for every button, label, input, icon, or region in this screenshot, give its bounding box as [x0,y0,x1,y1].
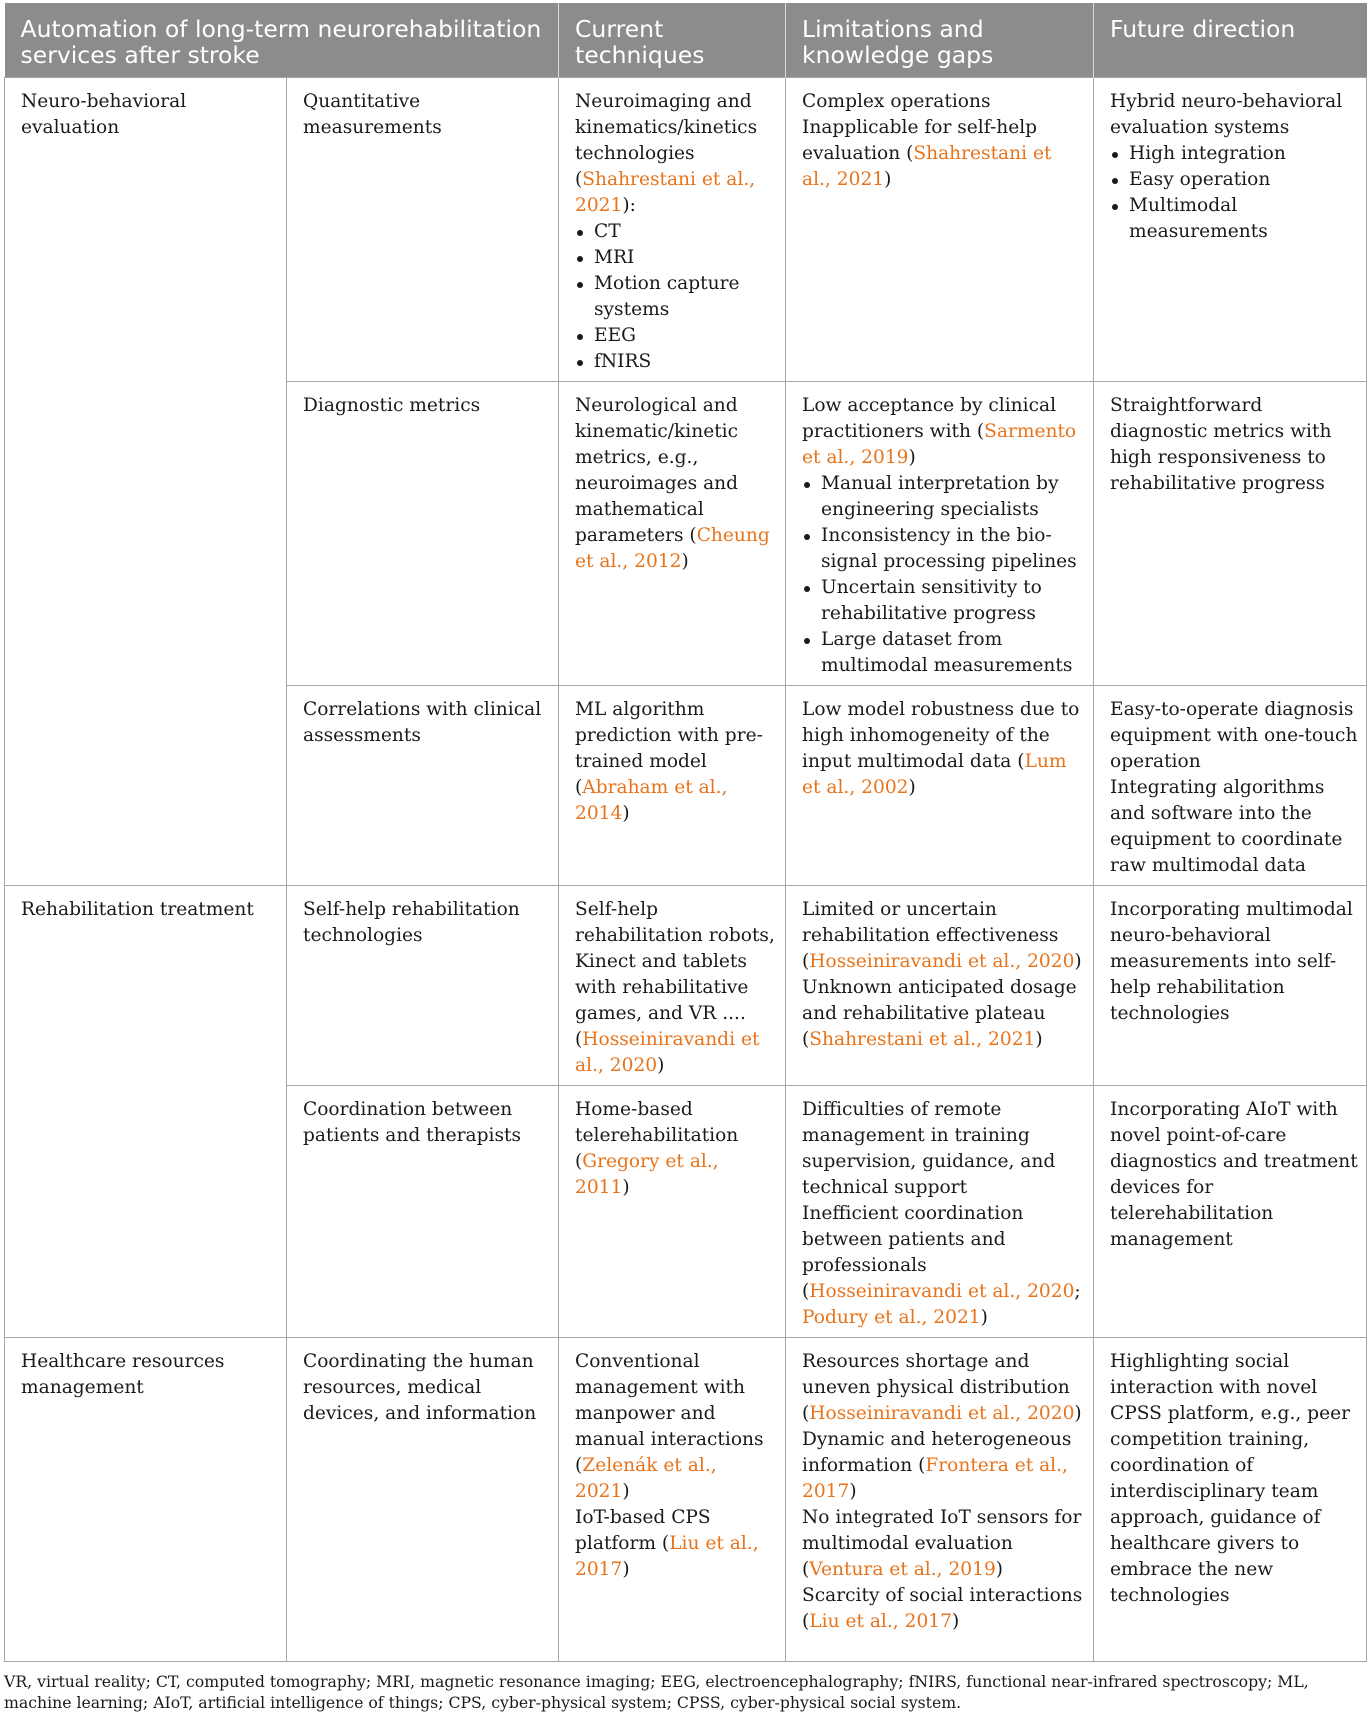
citation-link[interactable]: Abraham et al., 2014 [575,777,728,824]
future-cell: Straightforward diagnostic metrics with high responsiveness to rehabilitative progress [1094,382,1367,686]
future-cell: Highlighting social interaction with novel CPSS platform, e.g., peer competition training, coordination of interdisciplinary team approach, guidance of healthcare givers to embrace the new technologies [1094,1338,1367,1662]
limitations-cell: Low model robustness due to high inhomogeneity of the input multimodal data (Lum et al., 2002) [786,686,1094,886]
subcategory-cell: Coordination between patients and therapists [287,1086,559,1338]
list-item: Motion capture systems [575,271,777,323]
header-limitations: Limitations and knowledge gaps [786,3,1094,78]
citation-link[interactable]: Ventura et al., 2019 [809,1559,996,1580]
subcategory-cell: Diagnostic metrics [287,382,559,686]
group-cell: Rehabilitation treatment [5,886,287,1338]
table-container [4,3,1366,1713]
list-item: Uncertain sensitivity to rehabilitative progress [802,575,1085,627]
bullet-list [575,219,777,375]
citation-link[interactable]: Gregory et al., 2011 [575,1151,719,1198]
citation-link[interactable]: Liu et al., 2017 [809,1611,952,1632]
list-item: High integration [1110,141,1358,167]
list-item: fNIRS [575,349,777,375]
current-cell: Neuroimaging and kinematics/kinetics technologies (Shahrestani et al., 2021): CT MRI Motion capture systems EEG fNIRS [559,78,786,382]
citation-link[interactable]: Frontera et al., 2017 [802,1455,1068,1502]
current-cell: Neurological and kinematic/kinetic metrics, e.g., neuroimages and mathematical parameters (Cheung et al., 2012) [559,382,786,686]
limitations-cell: Resources shortage and uneven physical distribution (Hosseiniravandi et al., 2020) Dynamic and heterogeneous information (Frontera et al., 2017) No integrated IoT sensors for multimodal evaluation (Ventura et al., 2019) Scarcity of social interactions (Liu et al., 2017) [786,1338,1094,1662]
citation-link[interactable]: Shahrestani et al., 2021 [809,1029,1036,1050]
future-cell: Hybrid neuro-behavioral evaluation systems High integration Easy operation Multimodal measurements [1094,78,1367,382]
subcategory-cell: Self-help rehabilitation technologies [287,886,559,1086]
future-cell: Incorporating multimodal neuro-behavioral measurements into self-help rehabilitation technologies [1094,886,1367,1086]
header-row [5,3,1367,78]
citation-link[interactable]: Hosseiniravandi et al., 2020 [809,1403,1075,1424]
header-automation: Automation of long-term neurorehabilitation services after stroke [5,3,559,78]
limitations-cell: Limited or uncertain rehabilitation effectiveness (Hosseiniravandi et al., 2020) Unknown anticipated dosage and rehabilitative plateau (Shahrestani et al., 2021) [786,886,1094,1086]
current-cell: Home-based telerehabilitation (Gregory et al., 2011) [559,1086,786,1338]
citation-link[interactable]: Lum et al., 2002 [802,751,1067,798]
comparison-table [4,3,1367,1662]
list-item: MRI [575,245,777,271]
list-item: Multimodal measurements [1110,193,1358,245]
subcategory-cell: Correlations with clinical assessments [287,686,559,886]
current-cell: Conventional management with manpower and manual interactions (Zelenák et al., 2021) IoT-based CPS platform (Liu et al., 2017) [559,1338,786,1662]
list-item: EEG [575,323,777,349]
citation-link[interactable]: Shahrestani et al., 2021 [802,143,1052,190]
subcategory-cell: Quantitative measurements [287,78,559,382]
current-cell: ML algorithm prediction with pre-trained model (Abraham et al., 2014) [559,686,786,886]
list-item: Easy operation [1110,167,1358,193]
future-cell: Easy-to-operate diagnosis equipment with one-touch operation Integrating algorithms and software into the equipment to coordinate raw multimodal data [1094,686,1367,886]
citation-link[interactable]: Hosseiniravandi et al., 2020 [809,1281,1075,1302]
list-item: CT [575,219,777,245]
table-row [5,1338,1367,1662]
group-cell: Neuro-behavioral evaluation [5,78,287,886]
future-cell: Incorporating AIoT with novel point-of-care diagnostics and treatment devices for telerehabilitation management [1094,1086,1367,1338]
list-item: Large dataset from multimodal measurements [802,627,1085,679]
citation-link[interactable]: Zelenák et al., 2021 [575,1455,717,1502]
citation-link[interactable]: Hosseiniravandi et al., 2020 [809,951,1075,972]
citation-link[interactable]: Sarmento et al., 2019 [802,421,1077,468]
bullet-list [802,471,1085,679]
bullet-list [1110,141,1358,245]
citation-link[interactable]: Podury et al., 2021 [802,1307,981,1328]
citation-link[interactable]: Liu et al., 2017 [575,1533,759,1580]
limitations-cell: Low acceptance by clinical practitioners with (Sarmento et al., 2019) Manual interpretation by engineering specialists Inconsistency in the bio-signal processing pipelines Uncertain sensitivity to rehabilitative progress Large dataset from multimodal measurements [786,382,1094,686]
list-item: Manual interpretation by engineering specialists [802,471,1085,523]
header-future-direction: Future direction [1094,3,1367,78]
table-footnote: VR, virtual reality; CT, computed tomography; MRI, magnetic resonance imaging; EEG, electroencephalography; fNIRS, functional near-infrared spectroscopy; ML, machine learning; AIoT, artificial intelligence of things; CPS, cyber-physical system; CPSS, cyber-physical social system. [4,1672,1309,1712]
group-cell: Healthcare resources management [5,1338,287,1662]
limitations-cell: Difficulties of remote management in training supervision, guidance, and technical support Inefficient coordination between patients and professionals (Hosseiniravandi et al., 2020; Podury et al., 2021) [786,1086,1094,1338]
citation-link[interactable]: Hosseiniravandi et al., 2020 [575,1029,760,1076]
current-cell: Self-help rehabilitation robots, Kinect and tablets with rehabilitative games, and VR .... (Hosseiniravandi et al., 2020) [559,886,786,1086]
limitations-cell: Complex operations Inapplicable for self-help evaluation (Shahrestani et al., 2021) [786,78,1094,382]
table-row [5,78,1367,382]
table-row [5,886,1367,1086]
header-current-techniques: Current techniques [559,3,786,78]
citation-link[interactable]: Cheung et al., 2012 [575,525,770,572]
list-item: Inconsistency in the bio-signal processing pipelines [802,523,1085,575]
citation-link[interactable]: Shahrestani et al., 2021 [575,169,756,216]
subcategory-cell: Coordinating the human resources, medical devices, and information [287,1338,559,1662]
